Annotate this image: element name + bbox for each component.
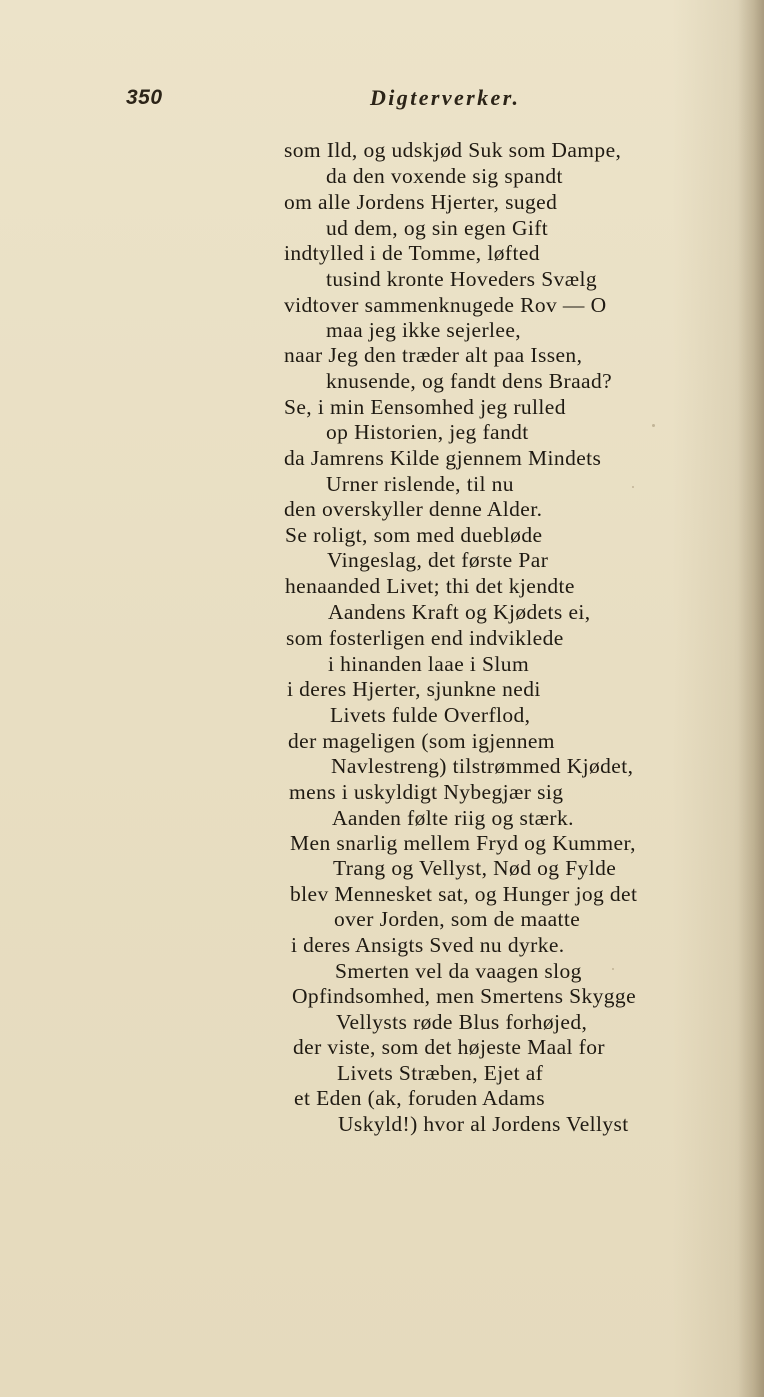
poem-line: da Jamrens Kilde gjennem Mindets (284, 446, 602, 470)
poem-line: op Historien, jeg fandt (326, 420, 529, 444)
poem-line: Uskyld!) hvor al Jordens Vellyst (338, 1112, 629, 1136)
poem-line: den overskyller denne Alder. (284, 497, 543, 521)
poem-line: Opfindsomhed, men Smertens Skygge (292, 984, 637, 1008)
poem-line: Urner rislende, til nu (326, 472, 514, 496)
poem-line: om alle Jordens Hjerter, suged (284, 190, 558, 214)
poem-line: som fosterligen end indviklede (286, 626, 564, 650)
poem-line: over Jorden, som de maatte (334, 907, 581, 931)
poem-line: Se, i min Eensomhed jeg rulled (284, 395, 566, 419)
poem-line: Navlestreng) tilstrømmed Kjødet, (331, 754, 634, 778)
poem-line: Aandens Kraft og Kjødets ei, (328, 600, 591, 624)
poem-line: i deres Hjerter, sjunkne nedi (287, 677, 541, 701)
poem-line: da den voxende sig spandt (326, 164, 563, 188)
poem-line: som Ild, og udskjød Suk som Dampe, (284, 138, 622, 162)
poem-line: Se roligt, som med dueblødе (285, 523, 543, 547)
paper-speck (652, 424, 655, 427)
poem-line: mens i uskyldigt Nybegjær sig (289, 780, 564, 804)
poem-line: indtylled i de Tomme, løfted (284, 241, 540, 265)
poem-line: i hinanden laae i Slum (328, 652, 530, 676)
poem-line: blev Mennesket sat, og Hunger jog det (290, 882, 638, 906)
poem-line: Smerten vel da vaagen slog (335, 959, 582, 983)
poem-line: der mageligen (som igjennem (288, 729, 555, 753)
poem-line: i deres Ansigts Sved nu dyrke. (291, 933, 565, 957)
paper-speck (632, 486, 634, 488)
poem-line: ud dem, og sin egen Gift (326, 216, 549, 240)
poem-line: Vellysts røde Blus forhøjed, (336, 1010, 588, 1034)
poem-line: Trang og Vellyst, Nød og Fylde (333, 856, 617, 880)
running-head: Digterverker. (370, 85, 521, 110)
poem-line: Livets Stræben, Ejet af (337, 1061, 544, 1085)
poem-line: tusind kronte Hoveders Svælg (326, 267, 597, 291)
poem-line: der viste, som det højeste Maal for (293, 1035, 605, 1059)
paper-speck (612, 968, 614, 970)
poem-line: vidtover sammenknugede Rov — O (284, 293, 607, 317)
poem-line: naar Jeg den træder alt paa Issen, (284, 343, 583, 367)
poem-line: Livets fulde Overflod, (330, 703, 531, 727)
poem-line: Aanden følte riig og stærk. (332, 806, 574, 830)
poem-line: henaanded Livet; thi det kjendte (285, 574, 575, 598)
page-number: 350 (126, 86, 163, 109)
poem-line: maa jeg ikke sejerlee, (326, 318, 522, 342)
poem-line: et Eden (ak, foruden Adams (294, 1086, 546, 1110)
poem-line: Men snarlig mellem Fryd og Kummer, (290, 831, 636, 855)
poem-line: Vingeslag, det første Par (327, 548, 549, 572)
poem-line: knusende, og fandt dens Braad? (326, 369, 613, 393)
